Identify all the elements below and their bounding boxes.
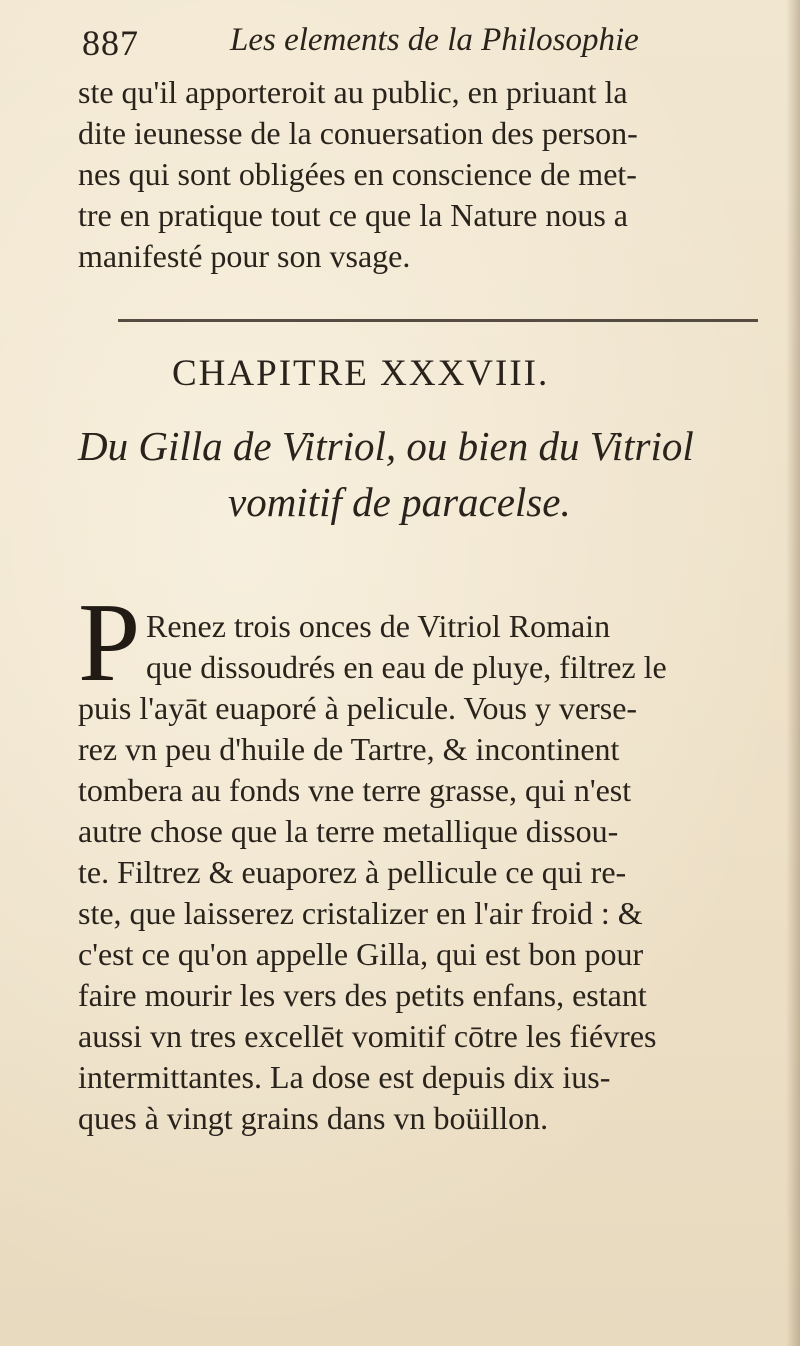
text-line: ste, que laisserez cristalizer en l'air froid : &: [78, 895, 643, 931]
text-line: intermittantes. La dose est depuis dix ius-: [78, 1059, 611, 1095]
text-line: tombera au fonds vne terre grasse, qui n'est: [78, 772, 632, 808]
chapter-heading: CHAPITRE XXXVIII.: [172, 353, 550, 394]
text-line: c'est ce qu'on appelle Gilla, qui est bon pour: [78, 936, 644, 972]
chapter-subtitle: [78, 418, 778, 530]
page-number: 887: [82, 23, 139, 63]
text-line: tre en pratique tout ce que la Nature nous a: [78, 197, 628, 233]
text-line: autre chose que la terre metallique dissou-: [78, 813, 619, 849]
text-line: ques à vingt grains dans vn boüillon.: [78, 1100, 549, 1136]
text-line: manifesté pour son vsage.: [78, 238, 411, 274]
text-line: que dissoudrés en eau de pluye, filtrez le: [146, 649, 667, 685]
continued-text: [78, 72, 778, 277]
drop-cap: P: [78, 581, 141, 705]
running-head: Les elements de la Philosophie: [230, 22, 639, 58]
text-line: te. Filtrez & euaporez à pellicule ce qui re-: [78, 854, 627, 890]
text-line: faire mourir les vers des petits enfans, estant: [78, 977, 647, 1013]
page-header: [82, 18, 722, 64]
chapter-paragraph: [78, 606, 778, 1139]
text-line: ste qu'il apporteroit au public, en priuant la: [78, 74, 628, 110]
text-line: dite ieunesse de la conuersation des person-: [78, 115, 638, 151]
text-line: puis l'ayāt euaporé à pelicule. Vous y verse-: [78, 690, 638, 726]
section-divider: [118, 319, 758, 322]
subtitle-line: vomitif de paracelse.: [228, 479, 571, 525]
text-line: aussi vn tres excellēt vomitif cōtre les fiévres: [78, 1018, 657, 1054]
text-line: nes qui sont obligées en conscience de met-: [78, 156, 637, 192]
text-line: rez vn peu d'huile de Tartre, & incontinent: [78, 731, 620, 767]
text-line: Renez trois onces de Vitriol Romain: [146, 608, 611, 644]
subtitle-line: Du Gilla de Vitriol, ou bien du Vitriol: [78, 423, 694, 469]
page-edge-shadow: [786, 0, 800, 1346]
